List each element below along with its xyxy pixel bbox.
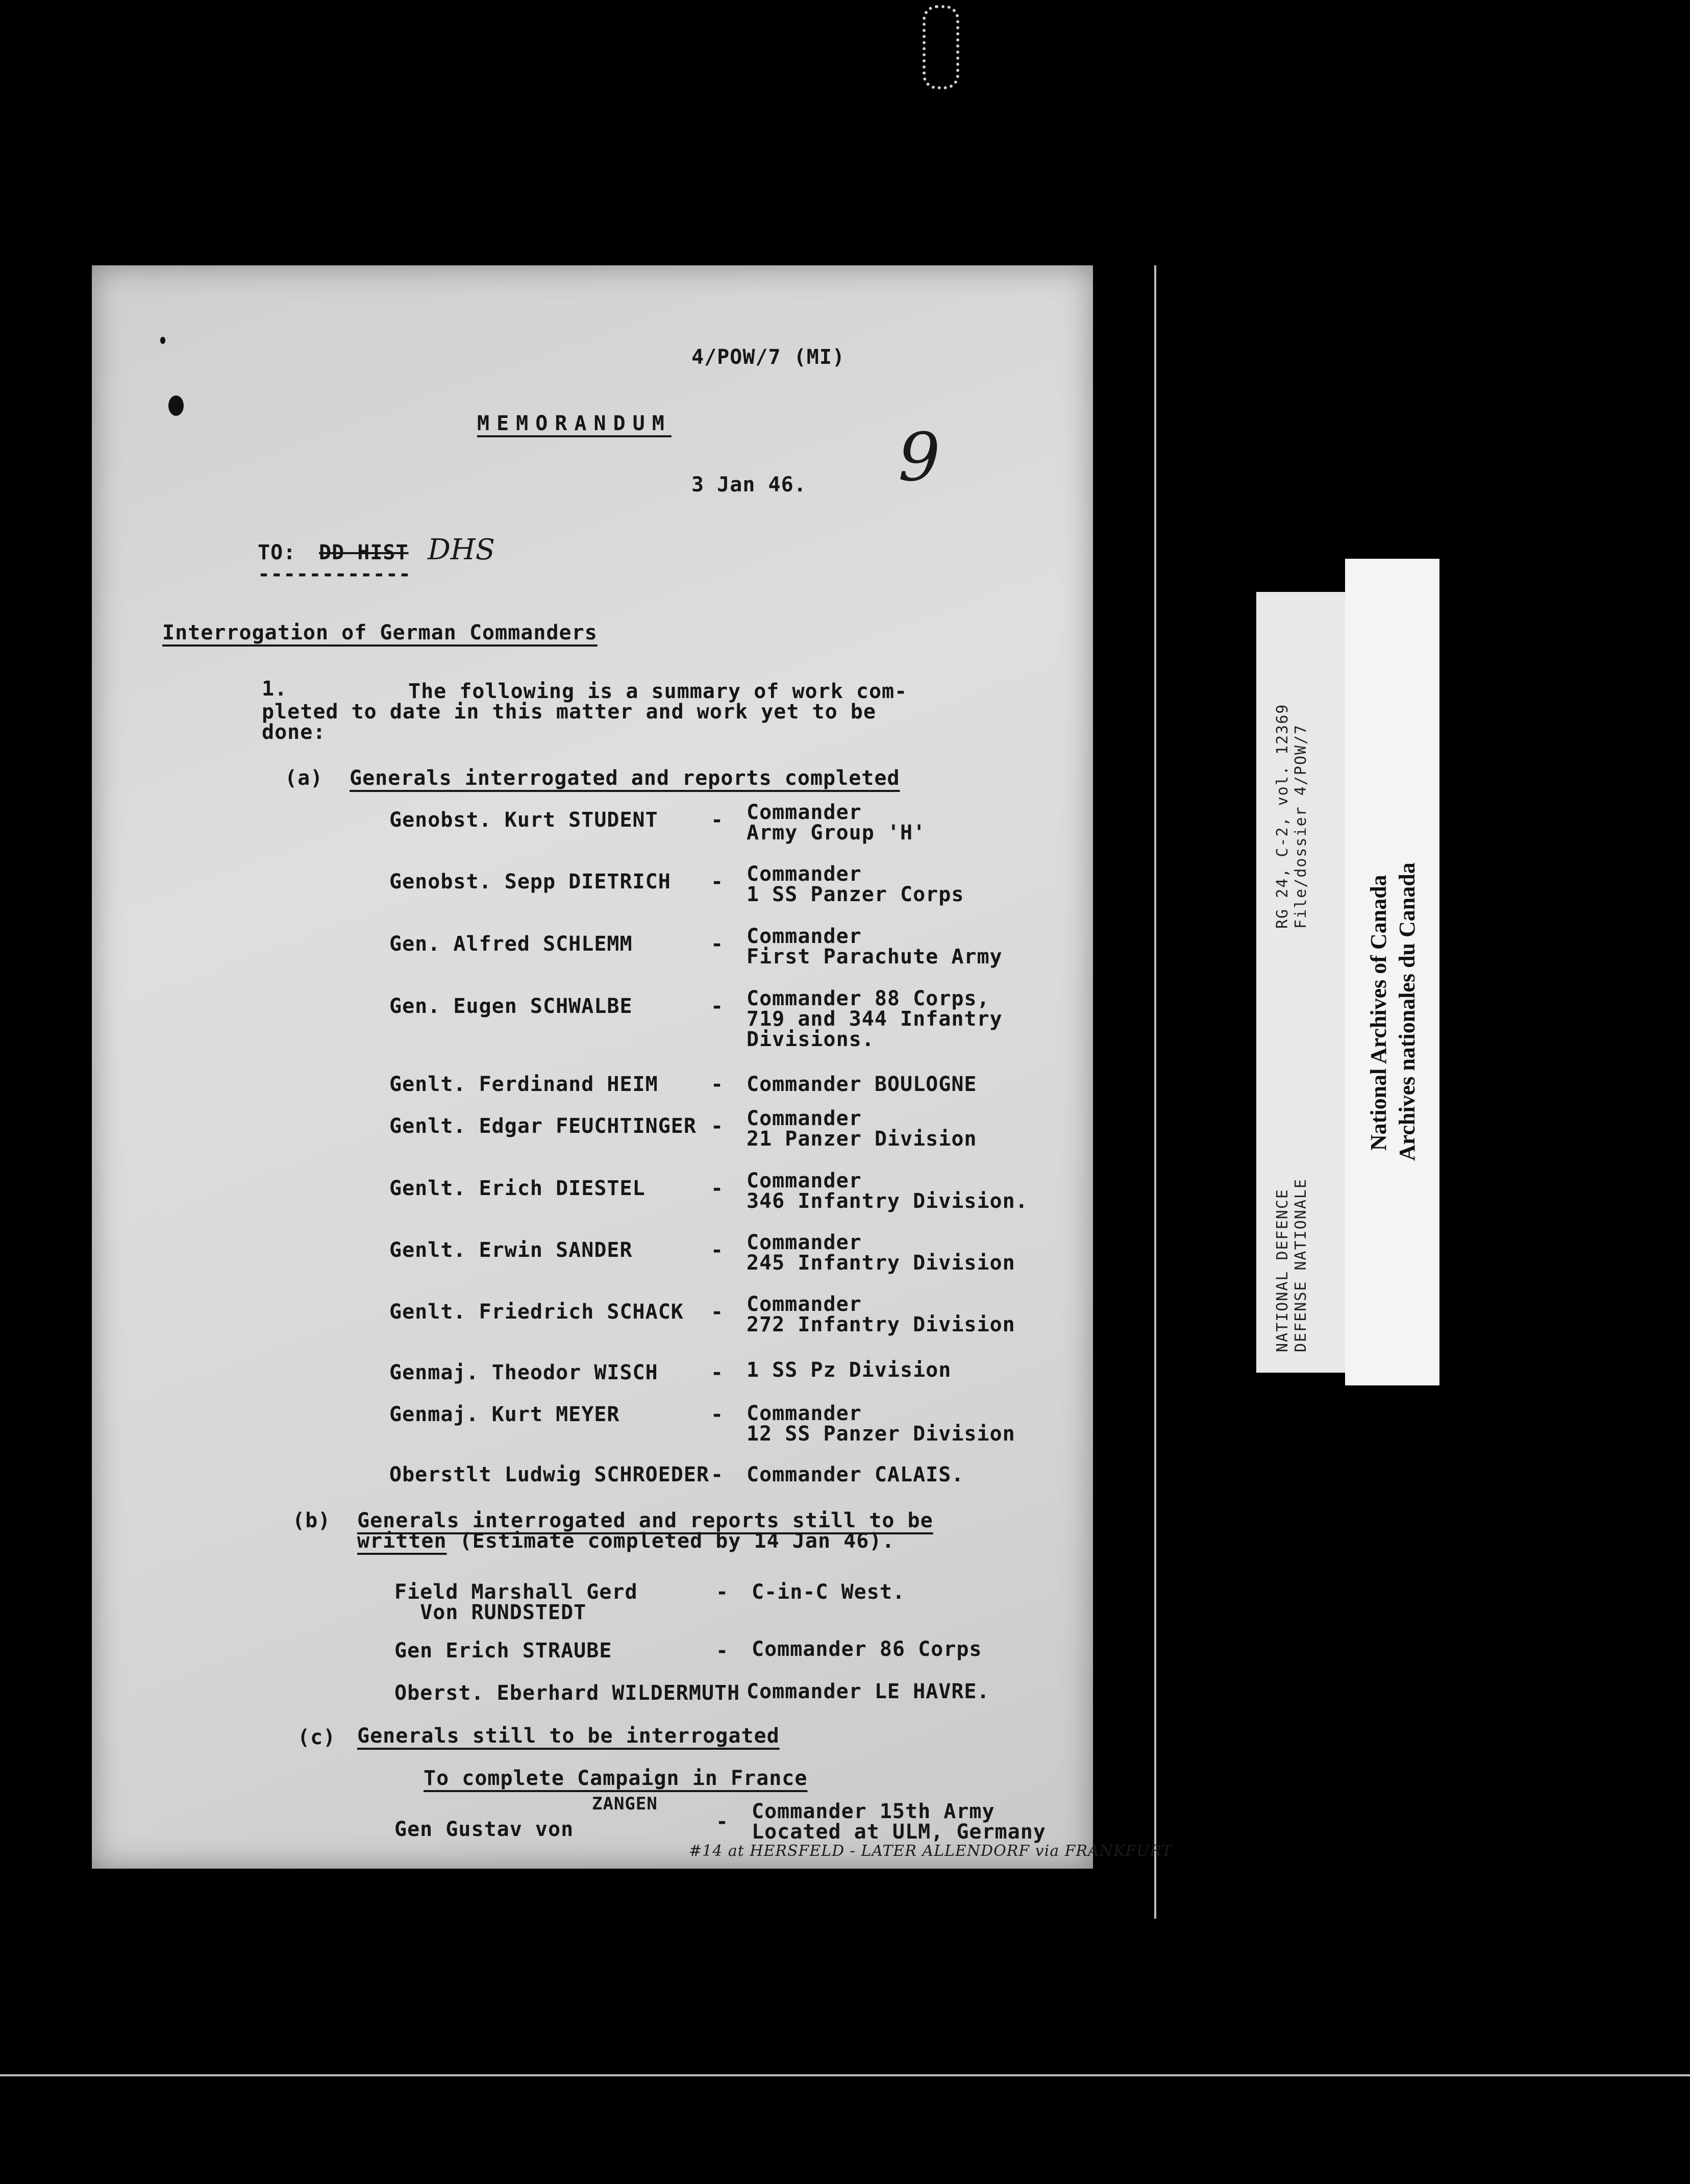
commander-role: Commander 15th Army (752, 1800, 995, 1823)
commander-role: Divisions. (747, 1028, 875, 1051)
commander-role: 1 SS Panzer Corps (747, 883, 964, 906)
commander-role: Commander (747, 925, 862, 948)
ink-speck (160, 337, 165, 344)
list-dash: - (711, 1238, 724, 1262)
memo-title: MEMORANDUM (477, 412, 672, 435)
commander-location: Located at ULM, Germany (752, 1820, 1046, 1844)
commander-name: Genlt. Erich DIESTEL (389, 1177, 645, 1200)
section-b-heading-line-2 (357, 1531, 894, 1551)
commander-name: Oberstlt Ludwig SCHROEDER (389, 1463, 710, 1486)
archive-reference-label (1256, 592, 1348, 1373)
section-a-marker: (a) (285, 766, 324, 790)
commander-role: 12 SS Panzer Division (747, 1422, 1015, 1446)
to-addressee-struck: DD HIST (319, 541, 409, 564)
file-reference: 4/POW/7 (MI) (691, 345, 845, 369)
commander-name: Genmaj. Theodor WISCH (389, 1361, 658, 1384)
commander-name: Genmaj. Kurt MEYER (389, 1403, 620, 1426)
commander-name: Genobst. Sepp DIETRICH (389, 870, 671, 894)
commander-name: Gen. Eugen SCHWALBE (389, 995, 633, 1018)
intro-line-3: done: (262, 721, 326, 744)
memo-date: 3 Jan 46. (691, 473, 807, 497)
commander-name: Genobst. Kurt STUDENT (389, 808, 658, 832)
commander-role: Commander (747, 801, 862, 824)
commander-name: Gen. Alfred SCHLEMM (389, 932, 633, 956)
commander-role: Commander (747, 1402, 862, 1425)
commander-name: Genlt. Ferdinand HEIM (389, 1073, 658, 1096)
list-dash: - (711, 1073, 724, 1096)
handwritten-location-note: #14 at HERSFELD - LATER ALLENDORF via FRANKFURT (689, 1842, 1173, 1860)
list-dash: - (711, 1403, 724, 1426)
archive-name-french: Archives nationales du Canada (1395, 862, 1420, 1161)
commander-role: 1 SS Pz Division (747, 1358, 952, 1382)
to-addressee-handwritten: DHS (428, 533, 495, 566)
list-dash: - (711, 995, 724, 1018)
film-bottom-line (0, 2074, 1690, 2076)
section-b-heading-underlined-word: written (357, 1529, 447, 1553)
commander-name-insert: ZANGEN (592, 1794, 658, 1814)
list-dash: - (711, 1177, 724, 1200)
commander-name: Gen Gustav von (394, 1818, 574, 1841)
commander-role: 245 Infantry Division (747, 1251, 1015, 1275)
list-dash: - (711, 1300, 724, 1324)
intro-line-2: pleted to date in this matter and work yet to be (262, 700, 876, 724)
commander-role: Commander 88 Corps, (747, 987, 990, 1010)
list-dash: - (711, 870, 724, 894)
label-line-record-group: RG 24, C-2, vol. 12369 (1274, 703, 1291, 929)
commander-name-continued: Von RUNDSTEDT (394, 1601, 587, 1624)
label-line-national-defence: NATIONAL DEFENCE (1274, 1188, 1291, 1352)
label-line-file: File/dossier 4/POW/7 (1292, 724, 1310, 929)
commander-role: 719 and 344 Infantry (747, 1007, 1003, 1031)
list-dash: - (711, 808, 724, 832)
commander-role: 272 Infantry Division (747, 1313, 1015, 1336)
section-b-heading-line-1: Generals interrogated and reports still to be (357, 1509, 933, 1532)
film-frame-mark (923, 5, 959, 89)
commander-role: Commander 86 Corps (752, 1637, 982, 1661)
subject-heading: Interrogation of German Commanders (162, 621, 598, 644)
section-a-heading: Generals interrogated and reports completed (350, 766, 900, 790)
intro-line-1: The following is a summary of work com- (408, 680, 908, 703)
list-dash: - (711, 932, 724, 956)
to-underline: ------------ (258, 562, 411, 586)
to-label: TO: (258, 541, 296, 564)
commander-name: Field Marshall Gerd (394, 1580, 638, 1604)
archive-name-english: National Archives of Canada (1366, 875, 1391, 1151)
commander-role: Commander BOULOGNE (747, 1073, 977, 1096)
list-dash: - (716, 1810, 729, 1833)
commander-role: Commander (747, 1293, 862, 1316)
commander-role: 21 Panzer Division (747, 1127, 977, 1151)
commander-name: Genlt. Friedrich SCHACK (389, 1300, 684, 1324)
list-dash: - (711, 1361, 724, 1384)
archive-stamp-label (1345, 559, 1439, 1385)
commander-role: Commander (747, 862, 862, 886)
section-b-marker: (b) (292, 1509, 331, 1532)
commander-role: Commander (747, 1107, 862, 1130)
memorandum-page (92, 265, 1173, 1869)
commander-name: Genlt. Edgar FEUCHTINGER (389, 1114, 697, 1138)
section-b-heading-estimate: (Estimate completed by 14 Jan 46). (446, 1529, 895, 1553)
commander-role: First Parachute Army (747, 945, 1003, 969)
commander-role: Commander LE HAVRE. (747, 1680, 990, 1703)
commander-name: Gen Erich STRAUBE (394, 1639, 612, 1662)
list-dash: - (711, 1463, 724, 1486)
commander-role: Commander CALAIS. (747, 1463, 964, 1486)
commander-role: Commander (747, 1169, 862, 1193)
commander-role: Commander (747, 1231, 862, 1254)
label-line-defense-nationale: DEFENSE NATIONALE (1292, 1178, 1310, 1352)
commander-name: Oberst. Eberhard WILDERMUTH (394, 1681, 740, 1705)
section-c-heading: Generals still to be interrogated (357, 1724, 780, 1748)
list-dash: - (711, 1114, 724, 1138)
commander-name: Genlt. Erwin SANDER (389, 1238, 633, 1262)
list-dash: - (716, 1580, 729, 1604)
section-c-marker: (c) (297, 1726, 336, 1749)
section-c-subheading: To complete Campaign in France (424, 1767, 808, 1790)
film-edge-line (1154, 265, 1156, 1919)
list-dash: - (716, 1639, 729, 1662)
ink-blot (168, 395, 184, 416)
commander-role: Army Group 'H' (747, 821, 926, 845)
paragraph-number: 1. (262, 677, 288, 701)
commander-role: C-in-C West. (752, 1580, 905, 1604)
commander-role: 346 Infantry Division. (747, 1189, 1028, 1213)
handwritten-page-number: 9 (898, 418, 940, 496)
